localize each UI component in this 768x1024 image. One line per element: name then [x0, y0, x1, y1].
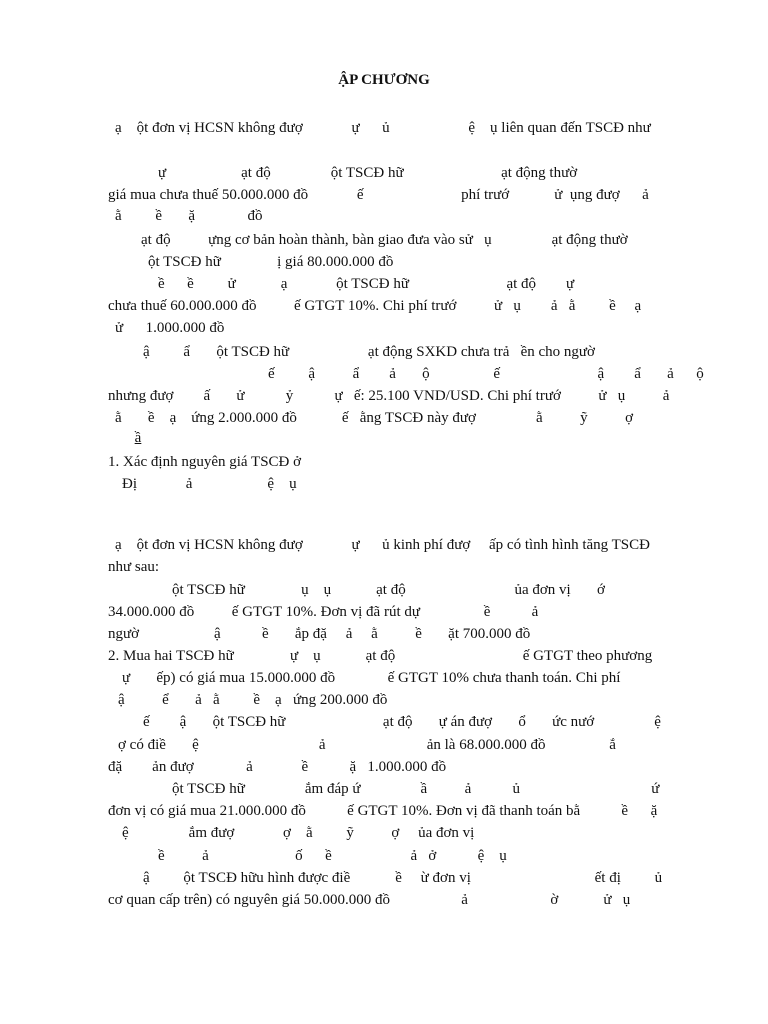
paragraph-line: ế ậ ẩ ả ộ ế ậ ẩ ả ộ: [268, 366, 704, 382]
paragraph-line: ngườ ậ ề ắp đặ ả ằ ề ặt 700.000 đồ: [108, 626, 531, 642]
paragraph-line: giá mua chưa thuế 50.000.000 đồ ế phí trướ ử ụng đượ ả: [108, 187, 649, 203]
paragraph-line: ạt độ ựng cơ bản hoàn thành, bàn giao đưa vào sử ụ ạt động thườ: [141, 232, 628, 248]
paragraph-line: 2. Mua hai TSCĐ hữ ự ụ ạt độ ế GTGT theo phương: [108, 648, 653, 664]
paragraph-line: ề ề ử ạ ột TSCĐ hữ ạt độ ự: [158, 276, 575, 292]
paragraph-line: ế ậ ột TSCĐ hữ ạt độ ự án đượ ổ ức nướ ệ: [143, 714, 661, 730]
paragraph-line: ệ ắm đượ ợ ằ ỹ ợ ủa đơn vị: [122, 825, 475, 841]
paragraph-line: 34.000.000 đồ ế GTGT 10%. Đơn vị đã rút dự ề ả: [108, 604, 539, 620]
paragraph-line: ột TSCĐ hữ ụ ụ ạt độ ủa đơn vị ớ: [172, 582, 605, 598]
paragraph-line: ề ả ố ề ả ở ệ ụ: [158, 848, 507, 864]
paragraph-line: ử 1.000.000 đồ: [115, 320, 225, 336]
paragraph-line: chưa thuế 60.000.000 đồ ế GTGT 10%. Chi phí trướ ử ụ ả ằ ề ạ: [108, 298, 642, 314]
paragraph-line: ột TSCĐ hữ ắm đáp ứ ầ ả ủ ứ: [172, 781, 660, 797]
paragraph-line: đơn vị có giá mua 21.000.000 đồ ế GTGT 10%. Đơn vị đã thanh toán bằ ề ặ: [108, 803, 658, 819]
paragraph-line: ậ ột TSCĐ hữu hình được điề ề ừ đơn vị ết đị ủ: [143, 870, 663, 886]
section-heading: ầ: [134, 430, 142, 446]
page-title: ẬP CHƯƠNG: [338, 72, 430, 88]
paragraph-line: ợ có điề ệ ả ản là 68.000.000 đồ ắ: [118, 737, 616, 753]
paragraph-line: ằ ề ặ đồ: [115, 208, 263, 224]
paragraph-line: ậ ể ả ằ ề ạ ứng 200.000 đồ: [118, 692, 388, 708]
paragraph-line: ạ ột đơn vị HCSN không đượ ự ủ ệ ụ liên quan đến TSCĐ như: [115, 120, 651, 136]
paragraph-line: ự ếp) có giá mua 15.000.000 đồ ế GTGT 10% chưa thanh toán. Chi phí: [122, 670, 621, 686]
paragraph-line: đặ ản đượ ả ề ặ 1.000.000 đồ: [108, 759, 447, 775]
paragraph-line: như sau:: [108, 559, 160, 575]
paragraph-line: ằ ề ạ ứng 2.000.000 đồ ế ằng TSCĐ này đượ ằ ỹ ợ: [115, 410, 634, 426]
paragraph-line: cơ quan cấp trên) có nguyên giá 50.000.000 đồ ả ờ ử ụ: [108, 892, 631, 908]
paragraph-line: ậ ẩ ột TSCĐ hữ ạt động SXKD chưa trả ền cho ngườ: [143, 344, 595, 360]
paragraph-line: ạ ột đơn vị HCSN không đượ ự ủ kinh phí đượ ấp có tình hình tăng TSCĐ: [115, 537, 650, 553]
paragraph-line: Đị ả ệ ụ: [122, 476, 297, 492]
paragraph-line: nhưng đượ ấ ử ỷ ự ế: 25.100 VND/USD. Chi phí trướ ử ụ ả: [108, 388, 670, 404]
paragraph-line: ự ạt độ ột TSCĐ hữ ạt động thườ: [158, 165, 578, 181]
paragraph-line: 1. Xác định nguyên giá TSCĐ ở: [108, 454, 302, 470]
paragraph-line: ột TSCĐ hữ ị giá 80.000.000 đồ: [148, 254, 394, 270]
